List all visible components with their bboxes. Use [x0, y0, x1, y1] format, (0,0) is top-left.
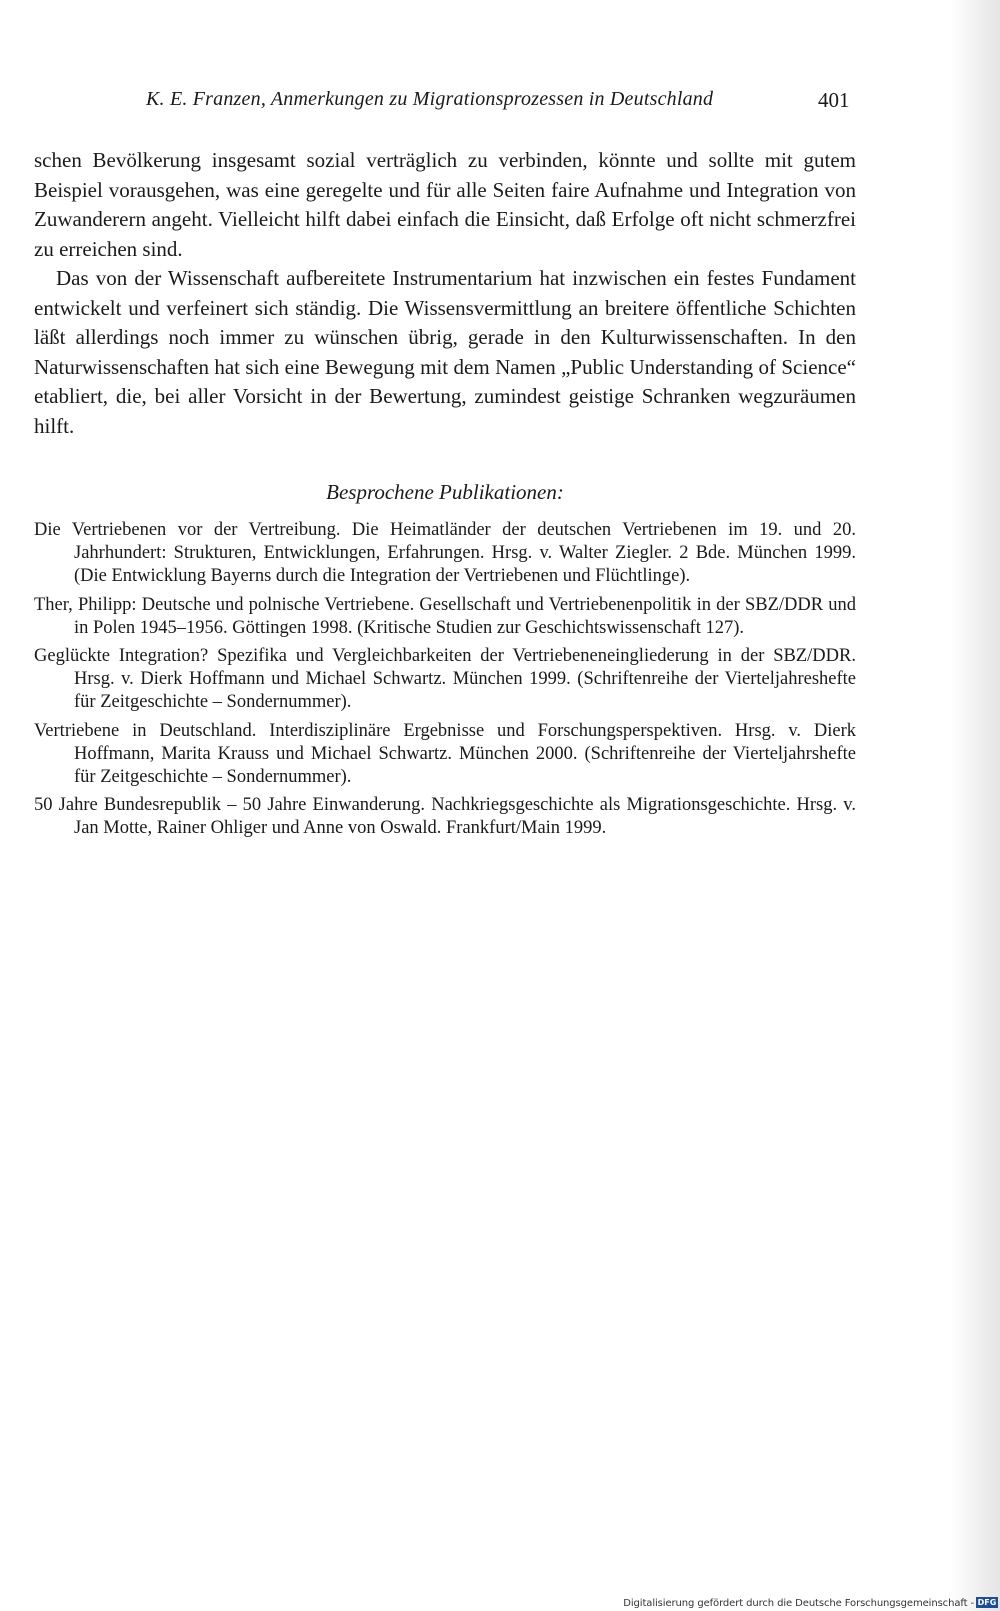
- page-number: 401: [818, 88, 850, 112]
- body-text: [34, 146, 856, 441]
- running-header: K. E. Franzen, Anmerkungen zu Migrationsprozessen in Deutschland: [146, 88, 714, 110]
- bibliography-list: [34, 519, 856, 846]
- dfg-logo-icon: DFG: [977, 1598, 997, 1607]
- bibliography-entry: Geglückte Integration? Spezifika und Vergleichbarkeiten der Vertriebeneneingliederung in der SBZ/DDR. Hrsg. v. Dierk Hoffmann und Michael Schwartz. München 1999. (Schriftenreihe der Vierteljahreshefte für Zeitgeschichte – Sondernummer).: [34, 646, 856, 713]
- section-heading: Besprochene Publikationen:: [326, 480, 564, 504]
- bibliography-entry: Vertriebene in Deutschland. Interdisziplinäre Ergebnisse und Forschungsperspektiven. Hrsg. v. Dierk Hoffmann, Marita Krauss und Michael Schwartz. München 2000. (Schriftenreihe der Vierteljahrshefte für Zeitgeschichte – Sondernummer).: [34, 720, 856, 788]
- body-paragraph-1: schen Bevölkerung insgesamt sozial verträglich zu verbinden, könnte und sollte mit gutem Beispiel vorausgehen, was eine geregelte und für alle Seiten faire Aufnahme und Integration von Zuwanderern angeht. Vielleicht hilft dabei einfach die Einsicht, daß Erfolge oft nicht schmerzfrei zu erreichen sind.: [34, 148, 856, 261]
- digitization-credit: Digitalisierung gefördert durch die Deutsche Forschungsgemeinschaft -: [623, 1598, 974, 1609]
- bibliography-entry: Die Vertriebenen vor der Vertreibung. Die Heimatländer der deutschen Vertriebenen im 19. und 20. Jahrhundert: Strukturen, Entwicklungen, Erfahrungen. Hrsg. v. Walter Ziegler. 2 Bde. München 1999. (Die Entwicklung Bayerns durch die Integration der Vertriebenen und Flüchtlinge).: [34, 520, 856, 587]
- body-paragraph-2: Das von der Wissenschaft aufbereitete Instrumentarium hat inzwischen ein festes Fundament entwickelt und verfeinert sich ständig. Die Wissensvermittlung an breitere öffentliche Schichten läßt allerdings noch immer zu wünschen übrig, gerade in den Kulturwissenschaften. In den Naturwissenschaften hat sich eine Bewegung mit dem Namen „Public Understanding of Science“ etabliert, die, bei aller Vorsicht in der Bewertung, zumindest geistige Schranken wegzuräumen hilft.: [34, 266, 856, 438]
- bibliography-entry: 50 Jahre Bundesrepublik – 50 Jahre Einwanderung. Nachkriegsgeschichte als Migrationsgeschichte. Hrsg. v. Jan Motte, Rainer Ohliger und Anne von Oswald. Frankfurt/Main 1999.: [34, 795, 856, 839]
- bibliography-entry: Ther, Philipp: Deutsche und polnische Vertriebene. Gesellschaft und Vertriebenenpolitik in der SBZ/DDR und in Polen 1945–1956. Göttingen 1998. (Kritische Studien zur Geschichtswissenschaft 127).: [34, 594, 856, 638]
